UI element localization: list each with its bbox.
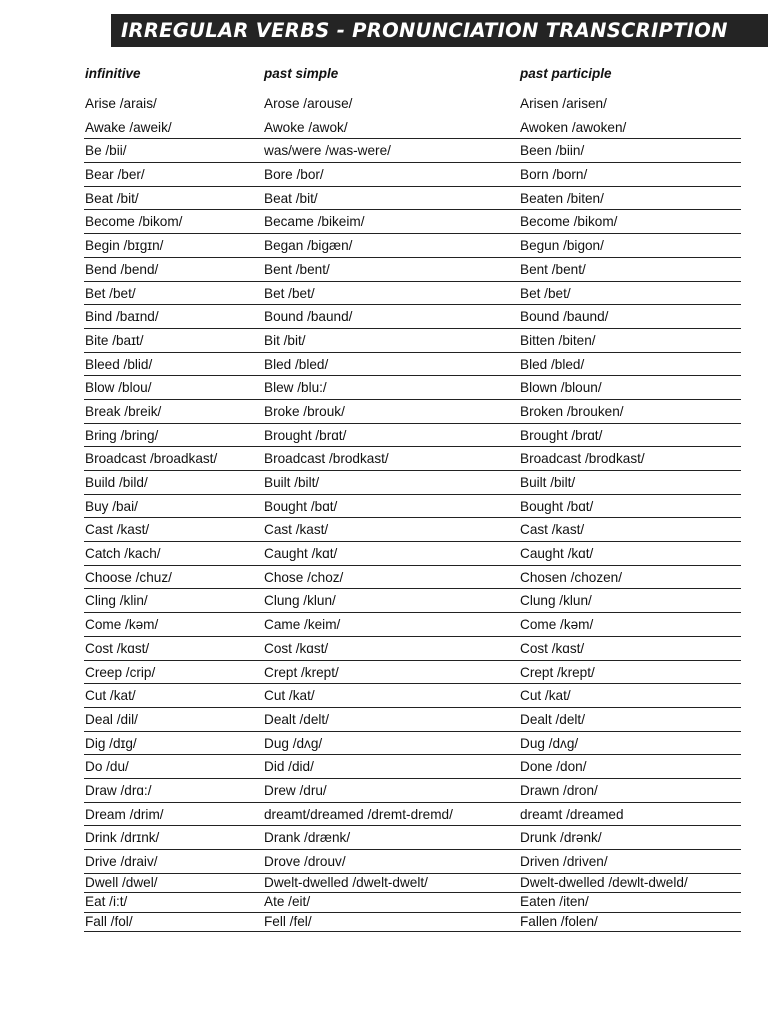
past-participle-cell: Beaten /biten/ xyxy=(520,190,604,206)
past-participle-cell: Arisen /arisen/ xyxy=(520,96,607,111)
past-simple-cell: Drank /drænk/ xyxy=(264,830,351,846)
table-row xyxy=(0,305,768,329)
past-simple-cell: Brought /brɑt/ xyxy=(264,427,347,443)
table-row xyxy=(0,471,768,495)
past-simple-cell: Blew /blu:/ xyxy=(264,380,327,396)
table-row xyxy=(0,913,768,933)
table-row xyxy=(0,637,768,661)
infinitive-cell: Beat /bit/ xyxy=(85,190,139,206)
infinitive-cell: Build /bild/ xyxy=(85,475,148,490)
table-row xyxy=(0,353,768,377)
past-participle-cell: Broken /brouken/ xyxy=(520,403,624,419)
past-simple-cell: Arose /arouse/ xyxy=(264,96,353,111)
infinitive-cell: Blow /blou/ xyxy=(85,380,152,396)
table-row xyxy=(0,755,768,779)
infinitive-cell: Bear /ber/ xyxy=(85,167,145,183)
past-participle-cell: Drunk /drənk/ xyxy=(520,830,602,846)
infinitive-cell: Fall /fol/ xyxy=(85,913,133,929)
table-row xyxy=(0,258,768,282)
table-row xyxy=(0,826,768,850)
past-participle-cell: Come /kəm/ xyxy=(520,617,594,633)
past-simple-cell: Bent /bent/ xyxy=(264,261,330,277)
past-simple-cell: Became /bikeim/ xyxy=(264,214,365,230)
infinitive-cell: Do /du/ xyxy=(85,759,129,775)
infinitive-cell: Begin /bɪgɪn/ xyxy=(85,238,164,254)
table-row xyxy=(0,139,768,163)
past-simple-cell: Fell /fel/ xyxy=(264,913,312,929)
past-participle-cell: Begun /bigon/ xyxy=(520,238,604,254)
past-simple-cell: Bet /bet/ xyxy=(264,285,315,301)
infinitive-cell: Catch /kach/ xyxy=(85,546,161,562)
past-participle-cell: Done /don/ xyxy=(520,759,587,775)
past-simple-cell: Ate /eit/ xyxy=(264,894,311,910)
column-headers xyxy=(0,66,768,84)
infinitive-cell: Cost /kɑst/ xyxy=(85,640,150,656)
table-row xyxy=(0,708,768,732)
past-participle-cell: Clung /klun/ xyxy=(520,593,592,609)
past-participle-cell: Awoken /awoken/ xyxy=(520,119,627,135)
table-row xyxy=(0,803,768,827)
past-participle-cell: Cost /kɑst/ xyxy=(520,640,585,656)
infinitive-cell: Bring /bring/ xyxy=(85,427,159,443)
past-participle-cell: Cast /kast/ xyxy=(520,522,585,538)
past-participle-cell: Bet /bet/ xyxy=(520,285,571,301)
past-participle-cell: Chosen /chozen/ xyxy=(520,569,623,585)
table-row xyxy=(0,282,768,306)
infinitive-cell: Dwell /dwel/ xyxy=(85,874,158,890)
past-simple-cell: Drove /drouv/ xyxy=(264,854,346,869)
table-row xyxy=(0,163,768,187)
table-row xyxy=(0,447,768,471)
table-row xyxy=(0,329,768,353)
past-simple-cell: Clung /klun/ xyxy=(264,593,336,609)
past-participle-cell: Dug /dʌg/ xyxy=(520,735,579,751)
page-title: IRREGULAR VERBS - PRONUNCIATION TRANSCRIPTION xyxy=(111,14,768,47)
past-simple-cell: Dealt /delt/ xyxy=(264,711,329,727)
past-participle-cell: Built /bilt/ xyxy=(520,475,576,490)
past-participle-cell: Been /biin/ xyxy=(520,143,585,159)
past-simple-cell: Cast /kast/ xyxy=(264,522,329,538)
past-simple-cell: Bore /bor/ xyxy=(264,167,324,183)
infinitive-cell: Bite /baɪt/ xyxy=(85,332,144,348)
past-simple-cell: Did /did/ xyxy=(264,759,314,775)
past-participle-cell: Become /bikom/ xyxy=(520,214,618,230)
past-simple-cell: Began /bigæn/ xyxy=(264,238,353,254)
infinitive-cell: Awake /aweik/ xyxy=(85,119,172,135)
infinitive-cell: Broadcast /broadkast/ xyxy=(85,451,218,467)
table-row xyxy=(0,893,768,913)
past-participle-cell: Born /born/ xyxy=(520,167,588,183)
header-past-participle: past participle xyxy=(520,66,612,81)
past-participle-cell: Brought /brɑt/ xyxy=(520,427,603,443)
past-simple-cell: dreamt/dreamed /dremt-dremd/ xyxy=(264,806,453,822)
infinitive-cell: Break /breik/ xyxy=(85,403,162,419)
table-row xyxy=(0,92,768,116)
past-participle-cell: Eaten /iten/ xyxy=(520,894,589,910)
past-simple-cell: Bound /baund/ xyxy=(264,309,353,325)
past-participle-cell: Fallen /folen/ xyxy=(520,913,598,929)
table-row xyxy=(0,187,768,211)
past-simple-cell: Bit /bit/ xyxy=(264,332,306,348)
infinitive-cell: Eat /i:t/ xyxy=(85,894,128,910)
past-simple-cell: Drew /dru/ xyxy=(264,782,327,798)
past-simple-cell: Cost /kɑst/ xyxy=(264,640,329,656)
header-infinitive: infinitive xyxy=(85,66,141,81)
past-simple-cell: Bought /bɑt/ xyxy=(264,498,338,514)
infinitive-cell: Arise /arais/ xyxy=(85,96,157,111)
past-simple-cell: Built /bilt/ xyxy=(264,475,320,490)
table-row xyxy=(0,732,768,756)
past-simple-cell: Caught /kɑt/ xyxy=(264,546,338,562)
table-row xyxy=(0,566,768,590)
past-participle-cell: Caught /kɑt/ xyxy=(520,546,594,562)
table-row xyxy=(0,613,768,637)
infinitive-cell: Drive /draiv/ xyxy=(85,854,158,869)
infinitive-cell: Creep /crip/ xyxy=(85,664,156,680)
table-row xyxy=(0,116,768,140)
infinitive-cell: Draw /drɑ:/ xyxy=(85,782,152,798)
past-simple-cell: Dwelt-dwelled /dwelt-dwelt/ xyxy=(264,874,428,890)
past-participle-cell: Drawn /dron/ xyxy=(520,782,598,798)
past-participle-cell: Driven /driven/ xyxy=(520,854,608,869)
infinitive-cell: Choose /chuz/ xyxy=(85,569,172,585)
infinitive-cell: Buy /bai/ xyxy=(85,498,138,514)
past-simple-cell: Cut /kat/ xyxy=(264,688,315,704)
table-row xyxy=(0,495,768,519)
past-participle-cell: Bitten /biten/ xyxy=(520,332,596,348)
table-row xyxy=(0,874,768,894)
past-simple-cell: Dug /dʌg/ xyxy=(264,735,323,751)
table-row xyxy=(0,542,768,566)
infinitive-cell: Dream /drim/ xyxy=(85,806,164,822)
past-simple-cell: Chose /choz/ xyxy=(264,569,344,585)
infinitive-cell: Be /bii/ xyxy=(85,143,127,159)
infinitive-cell: Bleed /blid/ xyxy=(85,356,153,372)
table-row xyxy=(0,376,768,400)
infinitive-cell: Come /kəm/ xyxy=(85,617,159,633)
past-participle-cell: Dwelt-dwelled /dewlt-dweld/ xyxy=(520,874,688,890)
past-simple-cell: Broke /brouk/ xyxy=(264,403,345,419)
infinitive-cell: Bind /baɪnd/ xyxy=(85,309,159,325)
table-row xyxy=(0,684,768,708)
table-row xyxy=(0,779,768,803)
past-participle-cell: Crept /krept/ xyxy=(520,664,595,680)
past-simple-cell: Came /keim/ xyxy=(264,617,341,633)
past-simple-cell: Awoke /awok/ xyxy=(264,119,348,135)
table-row xyxy=(0,518,768,542)
past-participle-cell: Bent /bent/ xyxy=(520,261,586,277)
infinitive-cell: Dig /dɪg/ xyxy=(85,735,137,751)
table-row xyxy=(0,850,768,874)
table-row xyxy=(0,589,768,613)
past-participle-cell: Broadcast /brodkast/ xyxy=(520,451,645,467)
past-participle-cell: dreamt /dreamed xyxy=(520,806,624,822)
past-participle-cell: Bled /bled/ xyxy=(520,356,585,372)
past-participle-cell: Dealt /delt/ xyxy=(520,711,585,727)
infinitive-cell: Cut /kat/ xyxy=(85,688,136,704)
past-simple-cell: Bled /bled/ xyxy=(264,356,329,372)
infinitive-cell: Bet /bet/ xyxy=(85,285,136,301)
infinitive-cell: Cast /kast/ xyxy=(85,522,150,538)
infinitive-cell: Deal /dil/ xyxy=(85,711,138,727)
table-row xyxy=(0,661,768,685)
past-simple-cell: Crept /krept/ xyxy=(264,664,339,680)
infinitive-cell: Cling /klin/ xyxy=(85,593,148,609)
infinitive-cell: Become /bikom/ xyxy=(85,214,183,230)
past-participle-cell: Blown /bloun/ xyxy=(520,380,602,396)
verb-table xyxy=(0,92,768,932)
table-row xyxy=(0,210,768,234)
table-row xyxy=(0,424,768,448)
table-row xyxy=(0,400,768,424)
header-past-simple: past simple xyxy=(264,66,339,81)
table-row xyxy=(0,234,768,258)
past-simple-cell: was/were /was-were/ xyxy=(264,143,391,159)
past-simple-cell: Broadcast /brodkast/ xyxy=(264,451,389,467)
past-participle-cell: Cut /kat/ xyxy=(520,688,571,704)
past-simple-cell: Beat /bit/ xyxy=(264,190,318,206)
past-participle-cell: Bought /bɑt/ xyxy=(520,498,594,514)
infinitive-cell: Bend /bend/ xyxy=(85,261,159,277)
past-participle-cell: Bound /baund/ xyxy=(520,309,609,325)
infinitive-cell: Drink /drɪnk/ xyxy=(85,830,160,846)
